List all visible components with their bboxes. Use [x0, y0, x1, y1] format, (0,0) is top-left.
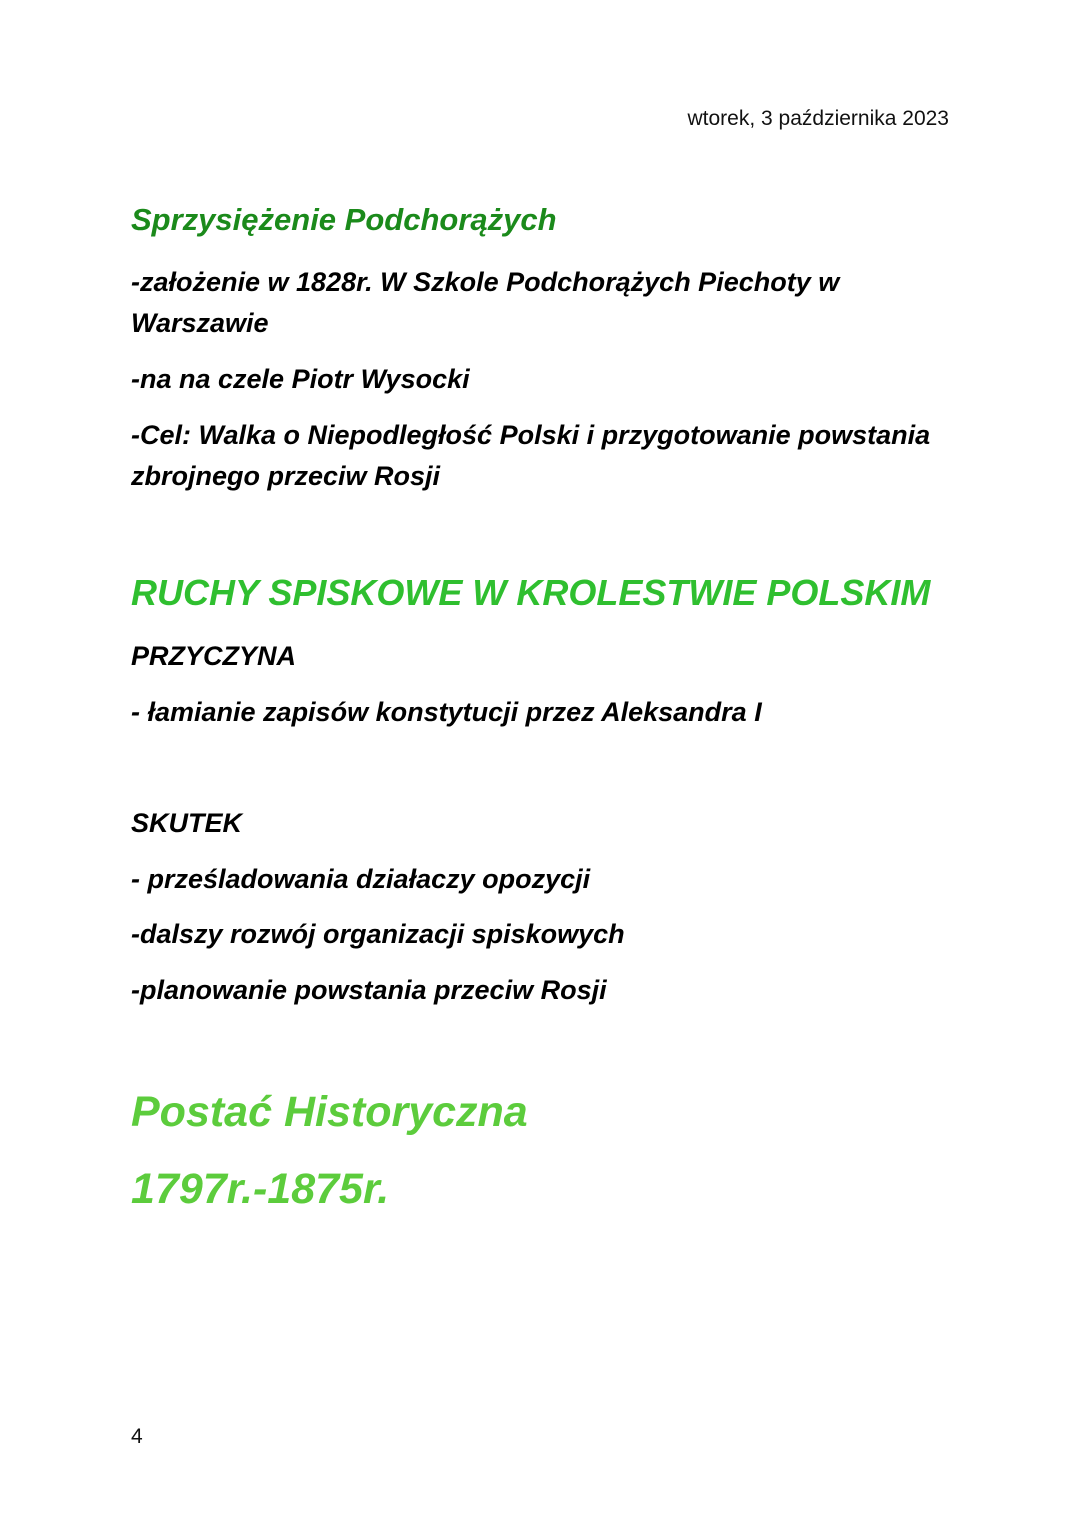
- note-line-founding: -założenie w 1828r. W Szkole Podchorążych Piechoty w Warszawie: [131, 267, 840, 338]
- effect-item: -planowanie powstania przeciw Rosji: [131, 975, 607, 1005]
- life-years: 1797r.-1875r.: [131, 1165, 390, 1213]
- page-date: wtorek, 3 października 2023: [687, 107, 949, 130]
- effect-heading: SKUTEK: [131, 808, 243, 838]
- cause-heading: PRZYCZYNA: [131, 641, 297, 671]
- effect-item: -dalszy rozwój organizacji spiskowych: [131, 919, 625, 949]
- section-heading-ruchy-spiskowe: RUCHY SPISKOWE W KROLESTWIE POLSKIM: [131, 572, 931, 613]
- effect-item: - prześladowania działaczy opozycji: [131, 864, 591, 894]
- cause-item: - łamianie zapisów konstytucji przez Aleksandra I: [131, 697, 762, 727]
- page-number: 4: [131, 1425, 143, 1448]
- note-line-goal: -Cel: Walka o Niepodległość Polski i przygotowanie powstania zbrojnego przeciw Rosji: [131, 420, 931, 491]
- section-heading-sprzysiezenie: Sprzysiężenie Podchorążych: [131, 202, 557, 237]
- section-heading-postac: Postać Historyczna: [131, 1088, 528, 1136]
- note-line-leader: -na na czele Piotr Wysocki: [131, 364, 470, 394]
